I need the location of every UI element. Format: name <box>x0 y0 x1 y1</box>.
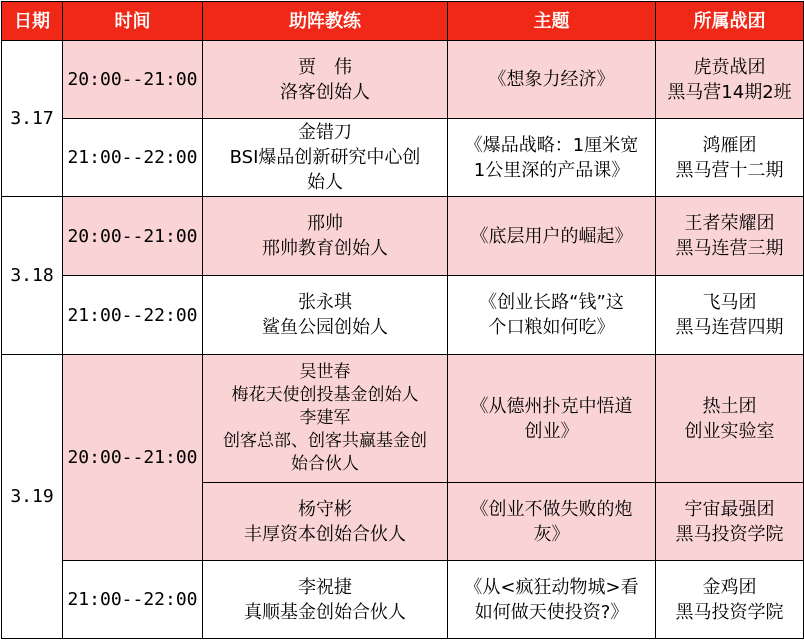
date-cell: 3.17 <box>2 41 63 197</box>
group-class: 黑马投资学院 <box>675 601 784 623</box>
coach-cell <box>203 119 448 197</box>
coach-cell <box>203 561 448 639</box>
coach-title: BSI爆品创新研究中心创 <box>229 147 421 168</box>
group-name: 虎贲战团 <box>693 56 766 78</box>
group-name: 宇宙最强团 <box>684 498 775 520</box>
group-name: 飞马团 <box>702 292 757 313</box>
topic-cell <box>448 561 656 639</box>
topic-cell <box>448 276 656 355</box>
header-topic: 主题 <box>448 2 656 41</box>
header-row <box>2 2 804 41</box>
coach-cell <box>203 197 448 276</box>
coach-title: 始合伙人 <box>291 454 359 474</box>
topic-cell <box>448 41 656 119</box>
coach-title: 鲨鱼公园创始人 <box>262 317 388 338</box>
coach-name: 金错刀 <box>298 122 352 143</box>
coach-cell <box>203 483 448 561</box>
coach-name: 贾 伟 <box>298 56 352 78</box>
time-cell: 21:00--22:00 <box>63 276 203 355</box>
topic-text: 《爆品战略：1厘米宽 <box>464 134 639 156</box>
coach-cell <box>203 41 448 119</box>
group-cell <box>656 276 804 355</box>
group-class: 黑马营14期2班 <box>667 81 792 103</box>
table-row <box>2 561 804 639</box>
schedule-table <box>1 1 804 639</box>
coach-name: 杨守彬 <box>298 498 352 520</box>
header-group: 所属战团 <box>656 2 804 41</box>
coach-name: 吴世春 <box>299 362 351 382</box>
header-time: 时间 <box>63 2 203 41</box>
topic-cell <box>448 355 656 483</box>
group-class: 黑马营十二期 <box>675 159 784 181</box>
header-date: 日期 <box>2 2 63 41</box>
topic-text: 《想象力经济》 <box>488 69 615 90</box>
table-row <box>2 119 804 197</box>
group-cell <box>656 561 804 639</box>
coach-name: 张永琪 <box>298 292 352 313</box>
table-row <box>2 41 804 119</box>
coach-cell <box>203 276 448 355</box>
topic-text: 1公里深的产品课》 <box>473 159 630 181</box>
topic-text: 创业》 <box>524 420 579 442</box>
header-coach: 助阵教练 <box>203 2 448 41</box>
coach-cell <box>203 355 448 483</box>
group-name: 鸿雁团 <box>702 134 757 156</box>
topic-text: 《创业长路“钱”这 <box>479 292 624 313</box>
group-class: 创业实验室 <box>684 420 775 442</box>
topic-text: 个口粮如何吃》 <box>488 317 615 338</box>
table-row <box>2 197 804 276</box>
topic-cell <box>448 483 656 561</box>
time-cell: 20:00--21:00 <box>63 197 203 276</box>
topic-text: 《从<疯狂动物城>看 <box>464 576 639 598</box>
time-cell: 20:00--21:00 <box>63 355 203 561</box>
topic-text: 《底层用户的崛起》 <box>470 225 633 247</box>
group-cell <box>656 119 804 197</box>
coach-name: 李建军 <box>299 408 351 428</box>
coach-title: 始人 <box>307 172 343 193</box>
topic-text: 《创业不做失败的炮 <box>470 498 633 520</box>
time-cell: 21:00--22:00 <box>63 119 203 197</box>
group-class: 黑马连营四期 <box>675 317 784 338</box>
group-cell <box>656 197 804 276</box>
coach-title: 梅花天使创投基金创始人 <box>231 385 419 405</box>
coach-title: 洛客创始人 <box>280 81 370 103</box>
date-cell: 3.19 <box>2 355 63 639</box>
topic-text: 《从德州扑克中悟道 <box>470 395 633 417</box>
time-cell: 21:00--22:00 <box>63 561 203 639</box>
coach-title: 创客总部、创客共赢基金创 <box>223 431 427 451</box>
coach-name: 李祝捷 <box>298 576 352 598</box>
group-class: 黑马连营三期 <box>675 238 784 259</box>
topic-cell <box>448 197 656 276</box>
group-name: 王者荣耀团 <box>684 213 775 234</box>
group-class: 黑马投资学院 <box>675 523 784 545</box>
group-cell <box>656 355 804 483</box>
group-cell <box>656 41 804 119</box>
table-row <box>2 276 804 355</box>
coach-name: 邢帅 <box>307 213 343 234</box>
coach-title: 丰厚资本创始合伙人 <box>244 523 406 545</box>
topic-text: 灰》 <box>533 523 570 545</box>
group-name: 热土团 <box>702 395 757 417</box>
coach-title: 真顺基金创始合伙人 <box>244 601 406 623</box>
date-cell: 3.18 <box>2 197 63 355</box>
group-cell <box>656 483 804 561</box>
table-row <box>2 355 804 483</box>
topic-cell <box>448 119 656 197</box>
time-cell: 20:00--21:00 <box>63 41 203 119</box>
group-name: 金鸡团 <box>702 576 757 598</box>
topic-text: 如何做天使投资?》 <box>474 601 629 623</box>
coach-title: 邢帅教育创始人 <box>262 238 388 259</box>
